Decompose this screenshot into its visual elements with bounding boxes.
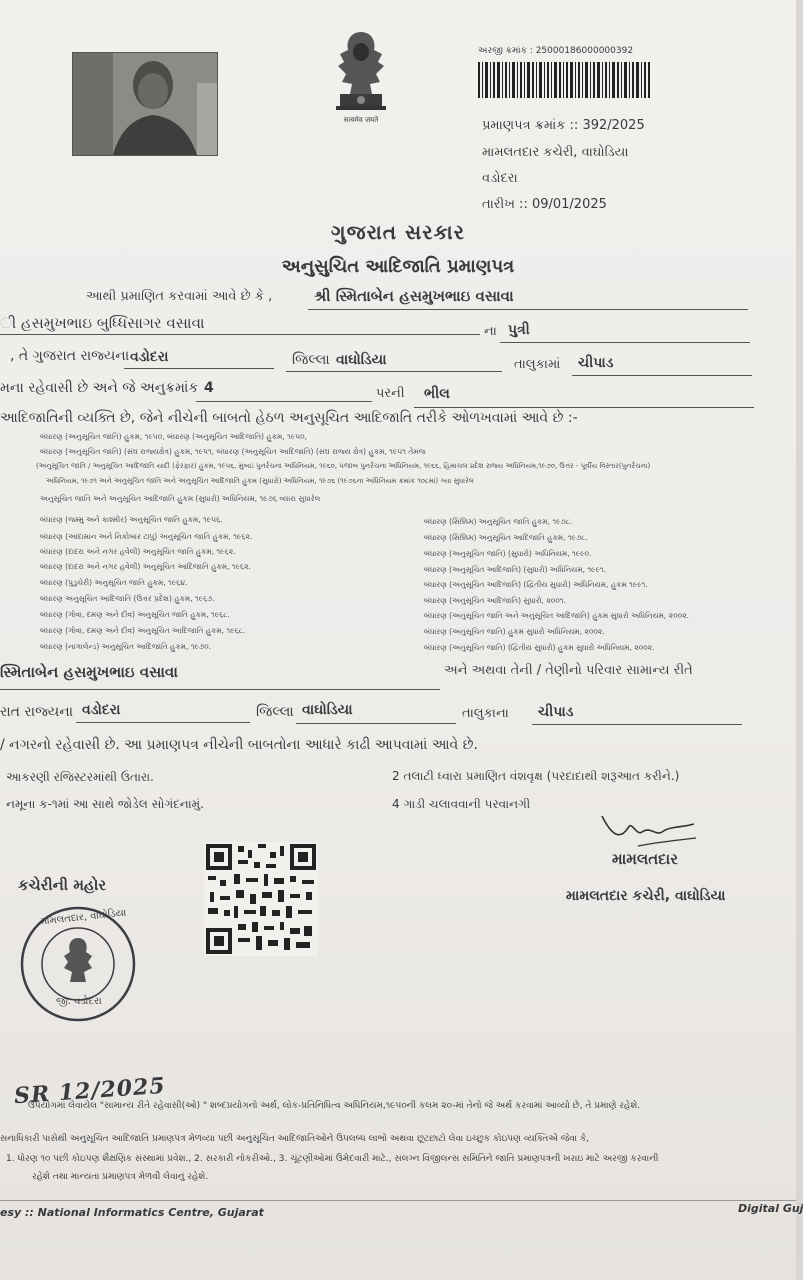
- order-list-right: બંધારણ (સિક્કિમ) અનુસૂચિત જાતિ હુકમ, ૧૯૭૮.: [424, 517, 573, 526]
- applicant-photo: [72, 52, 218, 156]
- application-number: અરજી ક્રમાંક : 25000186000000392: [478, 46, 634, 56]
- taluka-label-2: તાલુકાના: [462, 706, 509, 721]
- certify-label: આથી પ્રમાણિત કરવામાં આવે છે કે ,: [86, 289, 273, 304]
- district-city: વડોદરા: [130, 349, 169, 365]
- taluka-name-2: વાઘોડિયા: [302, 702, 353, 718]
- holder-name-repeat: સ્મિતાબેન હસમુખભાઇ વસાવા: [0, 663, 178, 681]
- national-emblem: [326, 28, 396, 128]
- issuing-city: વડોદરા: [482, 171, 518, 186]
- order-list-left: બંધારણ (ગોવા, દમણ અને દીવ) અનુસૂચિત જાતિ હુકમ, ૧૯૬૮.: [40, 610, 230, 619]
- seal-label: કચેરીની મહોર: [18, 876, 107, 894]
- order-list-item: અનુસૂચિત જાતિ અને અનુસૂચિત આદિજાતિ હુકમ (સુધારો) અધિનિયમ, ૧૯૭૬ વ્યારા સુધારેલ: [40, 494, 321, 503]
- document-item: 4 ગાડી ચલાવવાની પરવાનગી: [392, 797, 531, 811]
- order-list-left: બંધારણ (જમ્મુ અને કાશ્મીર) અનુસૂચિત જાતિ હુકમ, ૧૯૫૬.: [40, 515, 223, 524]
- village-2: ચીપાડ: [538, 704, 574, 720]
- handwritten-note: SR 12/2025: [13, 1072, 167, 1110]
- order-list-item: (અનુસૂચિત જાતિ / અનુસૂચિત આદિજાતિ યાદી (ફેરફાર) હુકમ, ૧૯૫૬, મુંબઇ પુનર્રચના અધિનિયમ, ૧૯૬૦, પંજાબ પુનર્રચના અધિનિયમ, ૧૯૬૬, હિમાચલ પ્રદેશ રાજ્ય અધિનિયમ,૧૯૭૦, ઉત્તર - પૂર્વીય વિસ્તાર(પુનર્રચના): [36, 462, 651, 470]
- footer-note: રહેશે તથા માન્યતા પ્રમાણપત્ર મેળવી લેવાનું રહેશે.: [32, 1172, 209, 1182]
- order-list-right: બંધારણ (અનુસૂચિત આદિજાતિ) સુધારો, ૨૦૦૧.: [424, 596, 566, 605]
- barcode: [478, 62, 650, 98]
- order-list-left: બંધારણ (આંદામાન અને નિકોબાર ટાપુ) અનુસૂચિત જાતિ હુકમ, ૧૯૬૨.: [40, 532, 253, 541]
- taluka-name: વાઘોડિયા: [336, 352, 387, 368]
- document-item: 2 તલાટી ધ્વારા પ્રમાણિત વંશવૃક્ષ (પરદાદાથી શરૂઆત કરીને.): [392, 769, 680, 783]
- family-statement: અને અથવા તેની / તેણીનો પરિવાર સામાન્ય રીતે: [444, 663, 693, 678]
- order-list-item: બંધારણ (અનુસૂચિત જાતિ) હુકમ, ૧૯૫૦, બંધારણ (અનુસૂચિત આદિજાતિ) હુકમ, ૧૯૫૦,: [40, 432, 307, 441]
- taluka-label: તાલુકામાં: [514, 357, 561, 372]
- district-city-2: વડોદરા: [82, 702, 121, 718]
- resident-label: મના રહેવાસી છે અને જે અનુક્રમાંક: [0, 380, 199, 396]
- on-label: પરની: [376, 386, 405, 401]
- emblem-motto: सत्यमेव जयते: [343, 116, 379, 124]
- tribe: ભીલ: [424, 386, 450, 402]
- order-list-left: બંધારણ (ગોવા, દમણ અને દીવ) અનુસૂચિત આદિજાતિ હુકમ, ૧૯૬૮.: [40, 626, 246, 635]
- order-list-right: બંધારણ (અનુસૂચિત આદિજાતિ) (સુધારો) અધિનિયમ, ૧૯૯૧.: [424, 565, 606, 574]
- serial-number: 4: [204, 380, 214, 396]
- certificate-number: પ્રમાણપત્ર ક્રમાંક :: 392/2025: [482, 118, 645, 133]
- order-list-left: બંધારણ (દાદરા અને નગર હવેલી) અનુસૂચિત આદિજાતિ હુકમ, ૧૯૬૨.: [40, 562, 251, 571]
- seal-bottom-text: જી. વડોદરા: [56, 996, 102, 1007]
- village: ચીપાડ: [578, 355, 614, 371]
- state-label: , તે ગુજરાત રાજ્યના: [10, 348, 130, 364]
- footer-note: 1. ધોરણ ૧૦ પછી કોઇપણ શૈક્ષણિક સંસ્થામાં પ્રવેશ., 2. સરકારી નોકરીઓ., 3. ચૂંટણીઓમાં ઉમેદવારી માટે., સંલગ્ન વિજીલન્સ સમિતિને જાતિ પ્રમાણપત્રની ખરાઇ માટે અરજી કરવાની: [6, 1154, 659, 1164]
- of-label: ના: [484, 324, 497, 339]
- order-list-right: બંધારણ (અનુસૂચિત જાતિ અને અનુસૂચિત આદિજાતિ) હુકમ સુધારો અધિનિયમ, ૨૦૦૨.: [424, 611, 689, 620]
- tribe-statement: આદિજાતિની વ્યક્તિ છે, જેને નીચેની બાબતો હેઠળ અનુસૂચિત આદિજાતિ તરીકે ઓળખવામાં આવે છે :-: [0, 410, 578, 426]
- certificate-title: અનુસુચિત આદિજાતિ પ્રમાણપત્ર: [281, 256, 515, 277]
- order-list-right: બંધારણ (અનુસૂચિત જાતિ) (દ્વિતીય સુધારો) હુકમ સુધારો અધિનિયમ, ૨૦૦૨.: [424, 643, 655, 652]
- order-list-item: બંધારણ (અનુસૂચિત જાતિ) (સંઘ રાજ્યક્ષેત્ર) હુકમ, ૧૯૫૧, બંધારણ (અનુસૂચિત આદિજાતિ) (સંઘ રાજ્ય ક્ષેત્ર) હુકમ, ૧૯૫૧ તેમજ: [40, 447, 426, 456]
- relation: પુત્રી: [508, 322, 530, 338]
- signatory-office: મામલતદાર કચેરી, વાઘોડિયા: [566, 888, 726, 904]
- footer-digital: Digital Guj: [738, 1202, 803, 1215]
- document-item: આકરણી રજિસ્ટરમાંથી ઉતારા.: [6, 770, 154, 784]
- order-list-left: બંધારણ (દાદરા અને નગર હવેલી) અનુસૂચિત જાતિ હુકમ, ૧૯૬૨.: [40, 547, 236, 556]
- order-list-right: બંધારણ (અનુસૂચિત આદિજાતિ) (દ્વિતીય સુધારો) અધિનિયમ, હુકમ ૧૯૯૧.: [424, 580, 648, 589]
- seal-ring-text: મામલતદાર, વાઘોડિયા: [39, 907, 127, 928]
- basis-statement: / નગરનો રહેવાસી છે. આ પ્રમાણપત્ર નીચેની બાબતોના આધારે કાઢી આપવામાં આવે છે.: [0, 737, 478, 753]
- order-list-left: બંધારણ (નાગાલેન્ડ) અનુસૂચિત આદિજાતિ હુકમ, ૧૯૭૦.: [40, 642, 211, 651]
- district-label: જિલ્લા: [292, 352, 330, 368]
- footer-note: સનાધિકારી પાસેથી અનુસૂચિત આદિજાતિ પ્રમાણપત્ર મેળવ્યા પછી અનુસૂચિત આદિજાતિઓને ઉપલબ્ધ લાભો અથવા છૂટછાટો લેવા ઇચ્છુક કોઇપણ વ્યક્તિએ જેવા કે,: [0, 1134, 590, 1144]
- district-label-2: જિલ્લા: [256, 704, 294, 720]
- footer-note: ઉપયોગમાં લેવાયેલ "સામાન્ય રીતે રહેવાસી(ઓ) " શબ્દપ્રયોગનો અર્થ, લોક-પ્રતિનિધિત્વ અધિનિયમ,૧૯૫૦ની કલમ ૨૦-માં તેનો જે અર્થ કરવામાં આવ્યો છે, તે પ્રમાણે રહેશે.: [28, 1101, 641, 1111]
- issue-date: તારીખ :: 09/01/2025: [482, 197, 607, 212]
- parent-name: ી હસમુખભાઇ બુધ્ધિસાગર વસાવા: [0, 314, 205, 332]
- signatory-designation: મામલતદાર: [612, 850, 678, 868]
- qr-code: [204, 842, 318, 956]
- order-list-left: બંધારણ (પુડુચેરી) અનુસૂચિત જાતિ હુકમ, ૧૯૬૪.: [40, 578, 188, 587]
- order-list-left: બંધારણ અનુસૂચિત આદિજાતિ (ઉત્તર પ્રદેશ) હુકમ, ૧૯૬૭.: [40, 594, 215, 603]
- government-title: ગુજરાત સરકાર: [331, 220, 465, 244]
- footer-courtesy: esy :: National Informatics Centre, Gujarat: [0, 1206, 264, 1219]
- order-list-right: બંધારણ (સિક્કિમ) અનુસૂચિત આદિજાતિ હુકમ, ૧૯૭૮.: [424, 533, 588, 542]
- state-label-2: રાત રાજ્યના: [0, 704, 74, 720]
- order-list-right: બંધારણ (અનુસૂચિત જાતિ) હુકમ સુધારો અધિનિયમ, ૨૦૦૨.: [424, 627, 605, 636]
- order-list-right: બંધારણ (અનુસૂચિત જાતિ) (સુધારો) અધિનિયમ, ૧૯૯૦.: [424, 549, 592, 558]
- document-item: નમૂના ક-૧માં આ સાથે જોડેલ સોગંદનામું.: [6, 797, 204, 811]
- signature: [598, 806, 698, 856]
- holder-name: શ્રી સ્મિતાબેન હસમુખભાઇ વસાવા: [314, 287, 514, 305]
- issuing-office: મામલતદાર કચેરી, વાઘોડિયા: [482, 145, 629, 160]
- order-list-item: અધિનિયમ, ૧૯૭૧ અને અનુસૂચિત જાતિ અને અનુસૂચિત આદિજાતિ હુકમ (સુધારો) અધિનિયમ, ૧૯૭૬ (૧૯૭૬ના અધિનિયમ ક્રમાંક ૧૦૮માં) ગ્યા સુધારેલ: [46, 477, 474, 485]
